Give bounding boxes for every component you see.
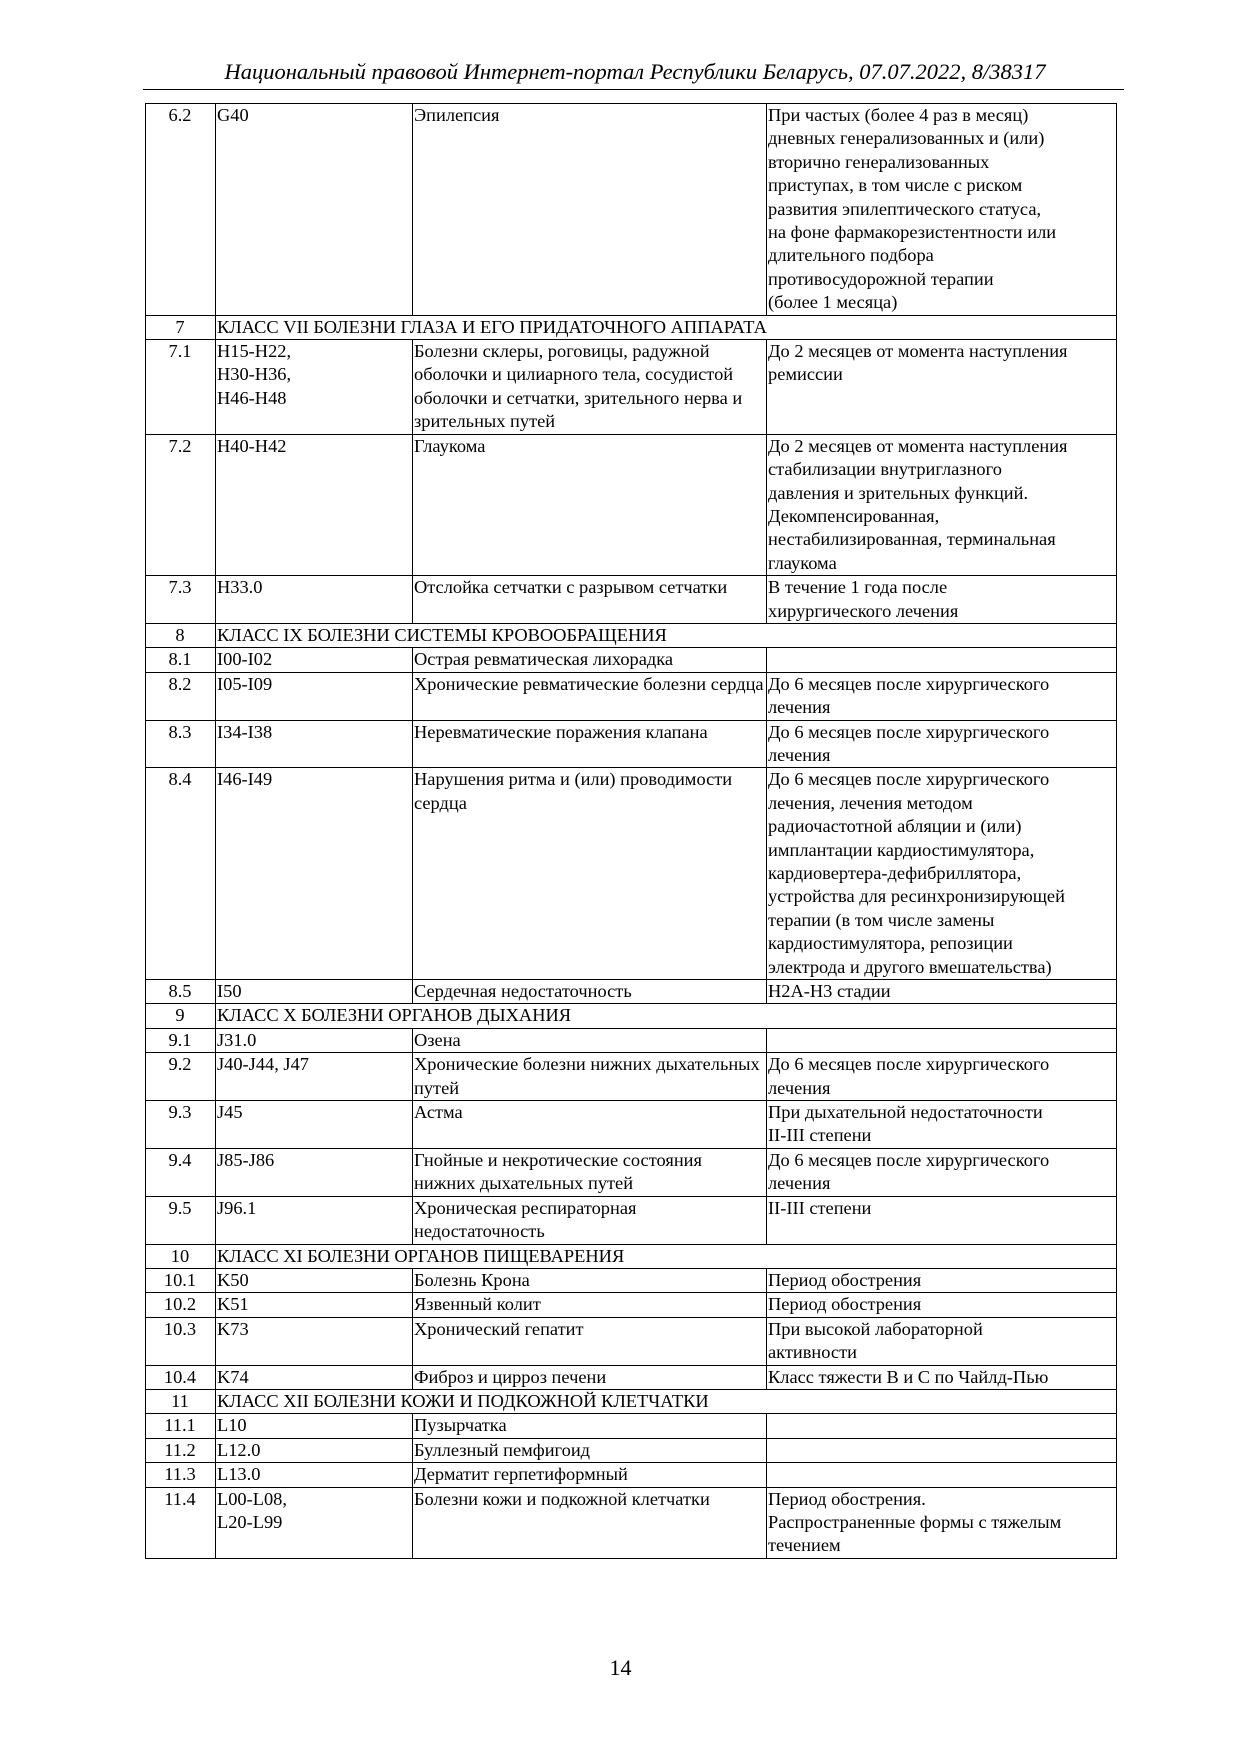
condition: До 6 месяцев после хирургического лечения (767, 672, 1117, 720)
class-number: 8 (146, 623, 216, 647)
condition: До 6 месяцев после хирургического лечения (767, 720, 1117, 768)
disease-name: Хроническая респираторная недостаточность (413, 1196, 767, 1244)
row-number: 10.4 (146, 1365, 216, 1389)
icd-code: J85-J86 (216, 1148, 413, 1196)
row-number: 10.2 (146, 1293, 216, 1317)
disease-name: Болезни склеры, роговицы, радужной оболочки и цилиарного тела, сосудистой оболочки и сетчатки, зрительного нерва и зрительных путей (413, 340, 767, 435)
class-number: 7 (146, 315, 216, 339)
condition (767, 1028, 1117, 1052)
contraindications-table (145, 103, 1117, 1559)
disease-name: Гнойные и некротические состояния нижних дыхательных путей (413, 1148, 767, 1196)
class-header-row (146, 1244, 1117, 1268)
disease-name: Язвенный колит (413, 1293, 767, 1317)
condition: При дыхательной недостаточности II-III степени (767, 1101, 1117, 1149)
table-row (146, 768, 1117, 980)
disease-name: Озена (413, 1028, 767, 1052)
condition: II-III степени (767, 1196, 1117, 1244)
icd-code: J45 (216, 1101, 413, 1149)
table-row (146, 1053, 1117, 1101)
table-row (146, 576, 1117, 624)
table-row (146, 1463, 1117, 1487)
disease-name: Хронические ревматические болезни сердца (413, 672, 767, 720)
condition (767, 1438, 1117, 1462)
table-row (146, 340, 1117, 435)
icd-code: L10 (216, 1414, 413, 1438)
icd-code: L00-L08, L20-L99 (216, 1487, 413, 1558)
icd-code: L12.0 (216, 1438, 413, 1462)
row-number: 8.5 (146, 980, 216, 1004)
table-row (146, 1317, 1117, 1365)
icd-code: I00-I02 (216, 648, 413, 672)
row-number: 8.4 (146, 768, 216, 980)
condition: Класс тяжести B и C по Чайлд-Пью (767, 1365, 1117, 1389)
row-number: 9.1 (146, 1028, 216, 1052)
icd-code: H33.0 (216, 576, 413, 624)
class-header-row (146, 623, 1117, 647)
class-number: 10 (146, 1244, 216, 1268)
row-number: 8.1 (146, 648, 216, 672)
disease-name: Фиброз и цирроз печени (413, 1365, 767, 1389)
row-number: 7.1 (146, 340, 216, 435)
condition (767, 648, 1117, 672)
row-number: 8.2 (146, 672, 216, 720)
disease-name: Буллезный пемфигоид (413, 1438, 767, 1462)
table-row (146, 1196, 1117, 1244)
disease-name: Хронические болезни нижних дыхательных путей (413, 1053, 767, 1101)
icd-code: K73 (216, 1317, 413, 1365)
row-number: 9.3 (146, 1101, 216, 1149)
disease-name: Неревматические поражения клапана (413, 720, 767, 768)
class-header-row (146, 1389, 1117, 1413)
class-title: КЛАСС IX БОЛЕЗНИ СИСТЕМЫ КРОВООБРАЩЕНИЯ (216, 623, 1117, 647)
icd-code: I34-I38 (216, 720, 413, 768)
table-row (146, 1293, 1117, 1317)
condition (767, 1414, 1117, 1438)
condition: До 6 месяцев после хирургического лечения (767, 1148, 1117, 1196)
header-divider (143, 89, 1124, 90)
table-row (146, 672, 1117, 720)
disease-name: Нарушения ритма и (или) проводимости сердца (413, 768, 767, 980)
row-number: 11.4 (146, 1487, 216, 1558)
disease-name: Сердечная недостаточность (413, 980, 767, 1004)
page-number: 14 (609, 1655, 632, 1680)
condition (767, 1463, 1117, 1487)
table-row (146, 104, 1117, 316)
table-row (146, 434, 1117, 575)
disease-name: Пузырчатка (413, 1414, 767, 1438)
condition: Н2А-Н3 стадии (767, 980, 1117, 1004)
condition: В течение 1 года после хирургического лечения (767, 576, 1117, 624)
icd-code: K50 (216, 1268, 413, 1292)
class-number: 11 (146, 1389, 216, 1413)
disease-name: Острая ревматическая лихорадка (413, 648, 767, 672)
disease-name: Астма (413, 1101, 767, 1149)
icd-code: J96.1 (216, 1196, 413, 1244)
row-number: 10.3 (146, 1317, 216, 1365)
row-number: 10.1 (146, 1268, 216, 1292)
condition: Период обострения (767, 1293, 1117, 1317)
class-title: КЛАСС X БОЛЕЗНИ ОРГАНОВ ДЫХАНИЯ (216, 1004, 1117, 1028)
table-row (146, 1101, 1117, 1149)
condition: При высокой лабораторной активности (767, 1317, 1117, 1365)
icd-code: L13.0 (216, 1463, 413, 1487)
condition: До 6 месяцев после хирургического лечения, лечения методом радиочастотной абляции и (или) имплантации кардиостимулятора, кардиовертера-дефибриллятора, устройства для ресинхронизирующей терапии (в том числе замены кардиостимулятора, репозиции электрода и другого вмешательства) (767, 768, 1117, 980)
row-number: 7.3 (146, 576, 216, 624)
condition: Период обострения (767, 1268, 1117, 1292)
table-row (146, 1148, 1117, 1196)
condition: При частых (более 4 раз в месяц) дневных генерализованных и (или) вторично генерализованных приступах, в том числе с риском развития эпилептического статуса, на фоне фармакорезистентности или длительного подбора противосудорожной терапии (более 1 месяца) (767, 104, 1117, 316)
disease-name: Дерматит герпетиформный (413, 1463, 767, 1487)
condition: До 2 месяцев от момента наступления стабилизации внутриглазного давления и зрительных функций. Декомпенсированная, нестабилизированная, терминальная глаукома (767, 434, 1117, 575)
disease-name: Глаукома (413, 434, 767, 575)
disease-name: Хронический гепатит (413, 1317, 767, 1365)
row-number: 11.2 (146, 1438, 216, 1462)
class-header-row (146, 315, 1117, 339)
condition: До 6 месяцев после хирургического лечения (767, 1053, 1117, 1101)
table-row (146, 1028, 1117, 1052)
row-number: 9.5 (146, 1196, 216, 1244)
disease-name: Болезни кожи и подкожной клетчатки (413, 1487, 767, 1558)
row-number: 11.3 (146, 1463, 216, 1487)
table-row (146, 648, 1117, 672)
row-number: 11.1 (146, 1414, 216, 1438)
class-title: КЛАСС XII БОЛЕЗНИ КОЖИ И ПОДКОЖНОЙ КЛЕТЧАТКИ (216, 1389, 1117, 1413)
row-number: 9.2 (146, 1053, 216, 1101)
table-row (146, 1414, 1117, 1438)
icd-code: I50 (216, 980, 413, 1004)
condition: До 2 месяцев от момента наступления ремиссии (767, 340, 1117, 435)
class-title: КЛАСС XI БОЛЕЗНИ ОРГАНОВ ПИЩЕВАРЕНИЯ (216, 1244, 1117, 1268)
page-header: Национальный правовой Интернет-портал Республики Беларусь, 07.07.2022, 8/38317 (224, 59, 1046, 84)
icd-code: H15-H22, H30-H36, H46-H48 (216, 340, 413, 435)
row-number: 6.2 (146, 104, 216, 316)
table-row (146, 1438, 1117, 1462)
table-row (146, 980, 1117, 1004)
table-row (146, 1487, 1117, 1558)
condition: Период обострения. Распространенные формы с тяжелым течением (767, 1487, 1117, 1558)
table-row (146, 1268, 1117, 1292)
class-header-row (146, 1004, 1117, 1028)
icd-code: G40 (216, 104, 413, 316)
icd-code: J31.0 (216, 1028, 413, 1052)
icd-code: J40-J44, J47 (216, 1053, 413, 1101)
icd-code: H40-H42 (216, 434, 413, 575)
row-number: 7.2 (146, 434, 216, 575)
disease-name: Болезнь Крона (413, 1268, 767, 1292)
table-body (146, 104, 1117, 1559)
table-row (146, 720, 1117, 768)
row-number: 9.4 (146, 1148, 216, 1196)
disease-name: Эпилепсия (413, 104, 767, 316)
icd-code: K51 (216, 1293, 413, 1317)
class-number: 9 (146, 1004, 216, 1028)
icd-code: I46-I49 (216, 768, 413, 980)
disease-name: Отслойка сетчатки с разрывом сетчатки (413, 576, 767, 624)
icd-code: I05-I09 (216, 672, 413, 720)
icd-code: K74 (216, 1365, 413, 1389)
row-number: 8.3 (146, 720, 216, 768)
class-title: КЛАСС VII БОЛЕЗНИ ГЛАЗА И ЕГО ПРИДАТОЧНОГО АППАРАТА (216, 315, 1117, 339)
table-row (146, 1365, 1117, 1389)
